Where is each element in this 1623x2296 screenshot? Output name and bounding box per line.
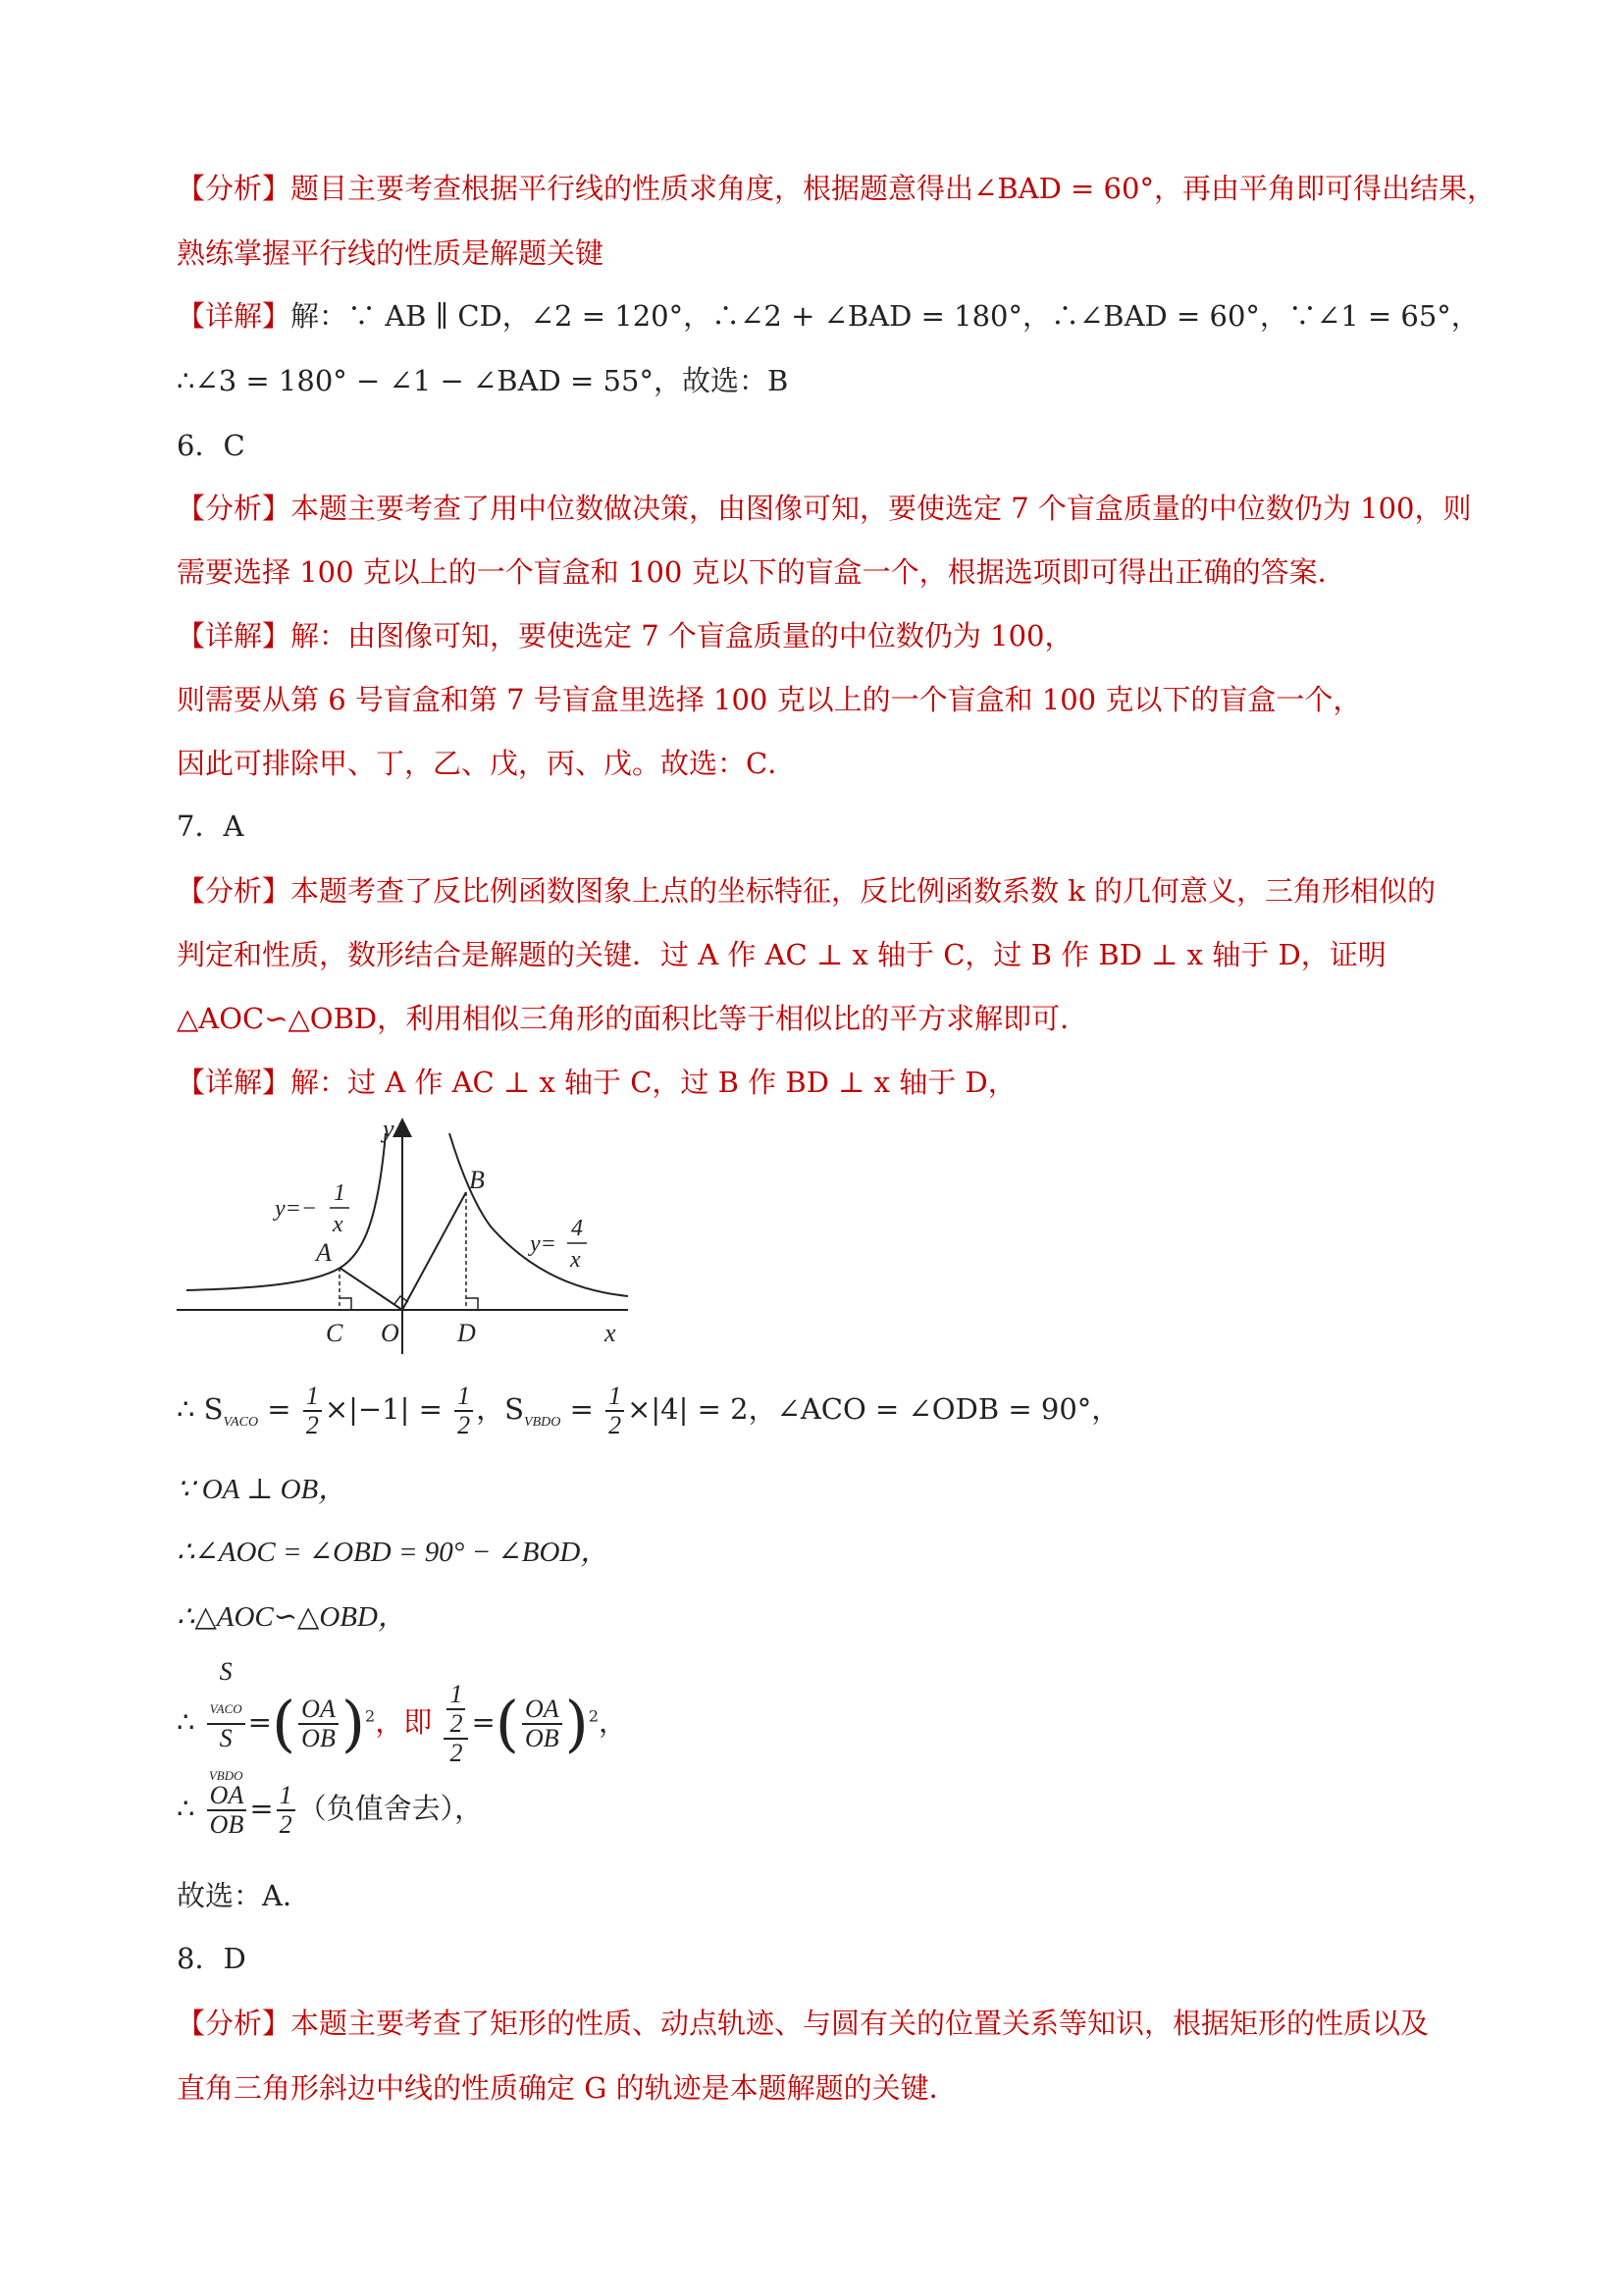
segment-ob — [402, 1192, 466, 1310]
point-d-label: D — [457, 1319, 476, 1347]
q7-step-2: ∵ OA ⊥ OB， — [177, 1474, 347, 1505]
step1-frac-1: $\frac{1}{2}$ — [303, 1383, 322, 1439]
step5-ji: ，即 — [375, 1705, 433, 1740]
q6-detail-line-1 — [177, 616, 1073, 655]
step5-half-over-two: 1 2 2 — [444, 1681, 468, 1767]
step1-sep: ，S — [476, 1392, 525, 1426]
q7-analysis-text-1: 本题考查了反比例函数图象上点的坐标特征，反比例函数系数 k 的几何意义，三角形相似的 — [290, 874, 1437, 908]
step1-mid-1: ×|−1| = — [324, 1392, 443, 1426]
q7-analysis-tag: 【分析】 — [177, 874, 291, 908]
q8-answer: 8．D — [177, 1942, 246, 1975]
q7-step-6: ∴ $\frac{OA}{OB}$ = $\frac{1}{2}$ （负值舍去）， — [177, 1781, 484, 1839]
q5-analysis-line-2: 熟练掌握平行线的性质是解题关键 — [177, 236, 604, 270]
step5-square-1: 2 — [365, 1706, 376, 1726]
step1-eq: = — [267, 1392, 291, 1426]
q7-analysis-line-2: 判定和性质，数形结合是解题的关键．过 A 作 AC ⊥ x 轴于 C，过 B 作 BD ⊥ x 轴于 D，证明 — [177, 938, 1387, 971]
curve-right-num: 4 — [571, 1216, 583, 1241]
axis-y-label: y — [383, 1115, 394, 1143]
step5-square-2: 2 — [588, 1706, 600, 1726]
step1-sub-aco: VACO — [223, 1414, 259, 1430]
q7-step-7: 故选：A． — [177, 1879, 311, 1912]
q8-analysis-text-1: 本题主要考查了矩形的性质、动点轨迹、与圆有关的位置关系等知识，根据矩形的性质以及 — [290, 2007, 1430, 2040]
right-angle-d — [466, 1298, 478, 1310]
q8-analysis-tag: 【分析】 — [177, 2007, 291, 2040]
point-o-label: O — [381, 1319, 399, 1347]
q5-analysis-text-1: 题目主要考查根据平行线的性质求角度，根据题意得出∠BAD = 60°，再由平角即可得出结果， — [290, 172, 1495, 205]
step1-eq-2: = — [569, 1392, 594, 1426]
q7-step-3: ∴∠AOC = ∠OBD = 90° − ∠BOD， — [177, 1537, 609, 1568]
right-angle-c — [340, 1298, 351, 1310]
q6-detail-line-2: 则需要从第 6 号盲盒和第 7 号盲盒里选择 100 克以上的一个盲盒和 100 克以下的盲盒一个， — [177, 683, 1362, 716]
step6-half: $\frac{1}{2}$ — [277, 1782, 295, 1839]
function-graph-figure — [167, 1114, 638, 1359]
step1-mid-2: ×|4| = 2，∠ACO = ∠ODB = 90°， — [627, 1392, 1121, 1426]
step5-lead: ∴ — [177, 1705, 195, 1740]
q6-detail-tag: 【详解】 — [177, 619, 291, 652]
axis-x-label: x — [604, 1319, 616, 1347]
q7-detail-text-1: 解：过 A 作 AC ⊥ x 轴于 C，过 B 作 BD ⊥ x 轴于 D， — [290, 1066, 1017, 1099]
q6-analysis-line-2: 需要选择 100 克以上的一个盲盒和 100 克以下的盲盒一个，根据选项即可得出正确的答案． — [177, 555, 1346, 589]
q5-detail-text-1: 解：∵ AB ∥ CD，∠2 = 120°，∴∠2 + ∠BAD = 180°，∴∠BAD = 60°，∵∠1 = 65°， — [290, 299, 1480, 333]
step6-rest: （负值舍去）， — [297, 1792, 484, 1825]
q5-analysis-tag: 【分析】 — [177, 172, 291, 205]
step5-oa-ob-2: $\frac{OA}{OB}$ — [522, 1696, 562, 1752]
step5-end: ， — [599, 1705, 628, 1740]
q5-analysis-line-1 — [177, 169, 1495, 208]
q6-analysis-text-1: 本题主要考查了用中位数做决策，由图像可知，要使选定 7 个盲盒质量的中位数仍为 100，则 — [290, 492, 1472, 525]
curve-right — [449, 1133, 628, 1296]
q5-detail-line-1 — [177, 296, 1480, 336]
q6-detail-text-1: 解：由图像可知，要使选定 7 个盲盒质量的中位数仍为 100， — [290, 619, 1073, 652]
curve-left-den: x — [333, 1212, 343, 1237]
point-c-label: C — [326, 1319, 343, 1347]
q6-analysis-tag: 【分析】 — [177, 492, 291, 525]
q5-detail-tag: 【详解】 — [177, 299, 291, 333]
q7-step-4: ∴△AOC∽△OBD， — [177, 1601, 406, 1633]
step5-ratio: S $_{VACO}$ S $_{VBDO}$ — [207, 1658, 245, 1790]
q7-analysis-line-3: △AOC∽△OBD，利用相似三角形的面积比等于相似比的平方求解即可． — [177, 1002, 1089, 1035]
curve-right-prefix: y= — [530, 1231, 556, 1257]
step1-sub-bdo: VBDO — [524, 1414, 561, 1430]
segment-ao — [340, 1268, 402, 1310]
q8-analysis-line-1 — [177, 2004, 1429, 2043]
q7-step-5: ∴ S $_{VACO}$ S $_{VBDO}$ =( $\frac{OA}{OB}$ )$^2$，即 1 2 2 =( $\frac{OA}{OB}$ )$^2$， — [177, 1658, 627, 1790]
curve-right-den: x — [570, 1247, 581, 1273]
curve-left-prefix: y=− — [275, 1196, 318, 1222]
q6-analysis-line-1 — [177, 489, 1471, 528]
q7-detail-line-1 — [177, 1063, 1017, 1102]
q7-step-1 — [177, 1380, 1120, 1452]
q8-analysis-line-2: 直角三角形斜边中线的性质确定 G 的轨迹是本题解题的关键． — [177, 2071, 958, 2105]
step6-lead: ∴ — [177, 1792, 195, 1825]
curve-left-num: 1 — [334, 1180, 345, 1206]
q5-detail-line-2: ∴∠3 = 180° − ∠1 − ∠BAD = 55°，故选：B — [177, 364, 789, 397]
point-a-label: A — [316, 1238, 332, 1267]
step6-ratio: $\frac{OA}{OB}$ — [207, 1782, 247, 1839]
q6-answer: 6．C — [177, 429, 245, 462]
step1-frac-3: $\frac{1}{2}$ — [605, 1383, 624, 1439]
q7-answer: 7．A — [177, 809, 244, 843]
step1-lead: ∴ S — [177, 1392, 224, 1426]
step5-oa-ob-1: $\frac{OA}{OB}$ — [298, 1696, 339, 1752]
q6-detail-line-3: 因此可排除甲、丁，乙、戊，丙、戊。故选：C． — [177, 747, 797, 780]
point-b-label: B — [469, 1166, 485, 1194]
step1-frac-2: $\frac{1}{2}$ — [454, 1383, 473, 1439]
q7-analysis-line-1 — [177, 871, 1436, 911]
q7-detail-tag: 【详解】 — [177, 1066, 291, 1099]
